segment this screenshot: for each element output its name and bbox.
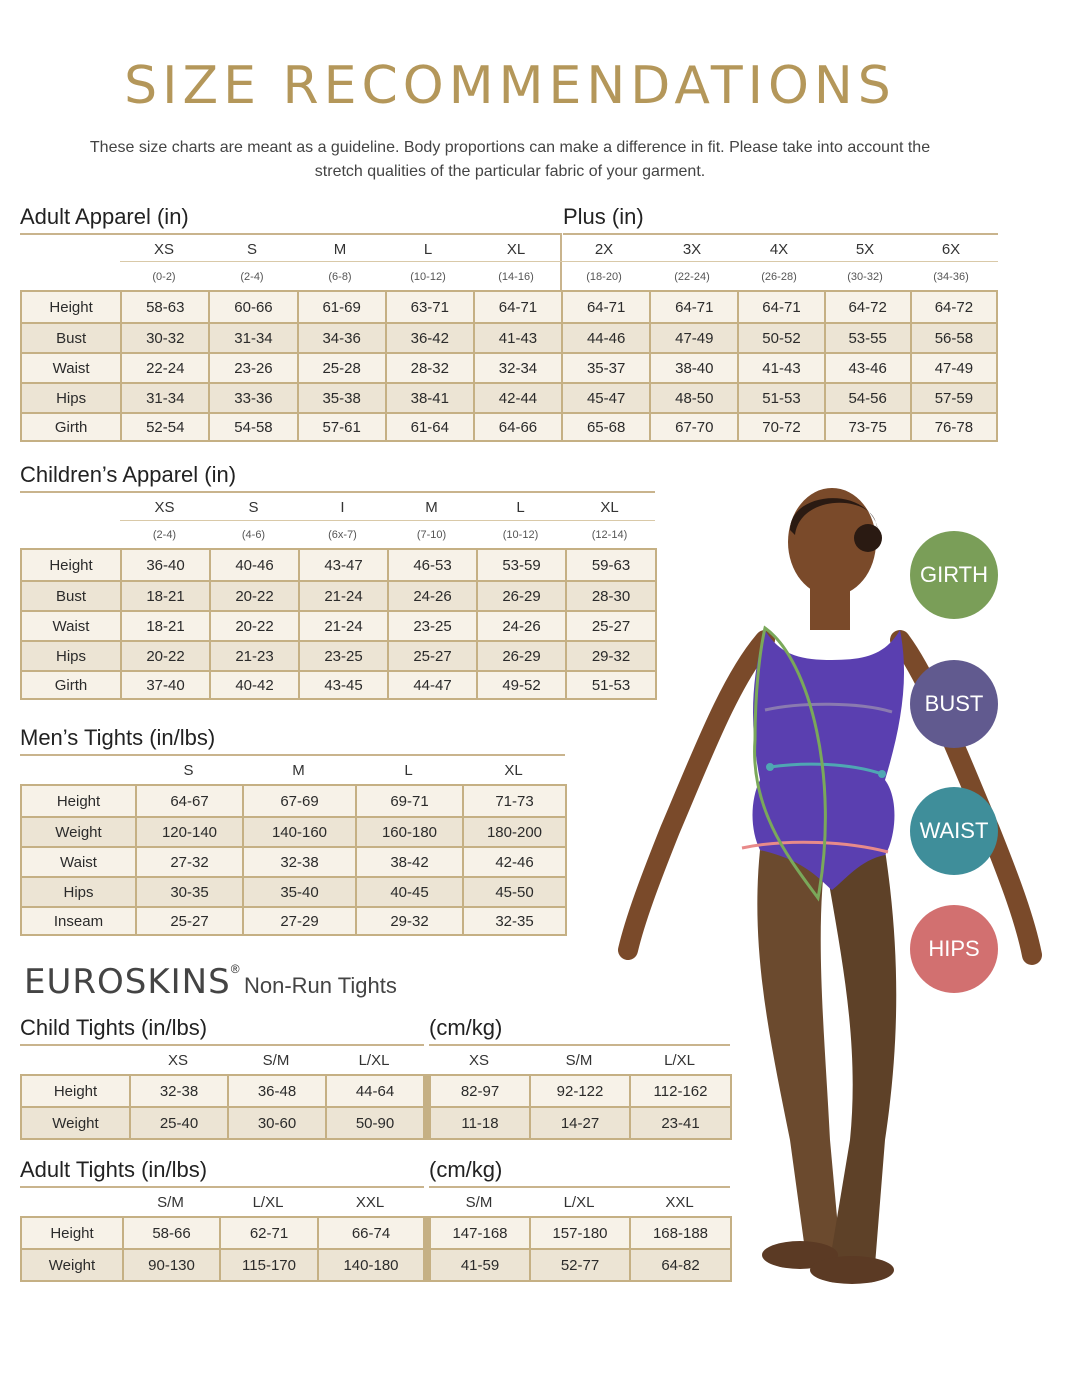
adult-tights-rule — [20, 1186, 424, 1188]
table-cell: 46-53 — [388, 549, 477, 581]
table-cell: 24-26 — [477, 611, 566, 641]
table-cell: 32-34 — [474, 353, 562, 383]
size-label: S — [246, 241, 257, 258]
table-cell: 23-25 — [388, 611, 477, 641]
children-size-header — [120, 499, 655, 516]
table-cell: 61-64 — [386, 413, 474, 441]
adult-size-header — [120, 241, 998, 258]
sub-size-label: (2-4) — [240, 271, 264, 283]
metric-cell: 82-97 — [430, 1075, 530, 1107]
table-cell: 53-55 — [825, 323, 911, 353]
size-label: I — [340, 499, 345, 516]
table-row — [21, 641, 656, 671]
size-label: 3X — [682, 241, 702, 258]
table-cell: 54-58 — [209, 413, 297, 441]
table-row — [21, 907, 566, 935]
table-row — [21, 323, 997, 353]
adult-tights-title: Adult Tights (in/lbs) — [20, 1157, 208, 1182]
table-row — [21, 413, 997, 441]
metric-cell: 147-168 — [430, 1217, 530, 1249]
table-cell: 38-41 — [386, 383, 474, 413]
table-row — [21, 581, 656, 611]
size-label: 6X — [941, 241, 961, 258]
table-cell: 59-63 — [566, 549, 656, 581]
size-label: L — [423, 241, 433, 258]
table-cell: 38-40 — [650, 353, 738, 383]
table-cell: 70-72 — [738, 413, 824, 441]
table-cell: 35-40 — [243, 877, 356, 907]
table-cell: 60-66 — [209, 291, 297, 323]
row-label: Height — [21, 549, 121, 581]
size-label: XS — [167, 1052, 188, 1069]
table-cell: 28-30 — [566, 581, 656, 611]
metric-cell: 92-122 — [530, 1075, 630, 1107]
table-cell: 140-160 — [243, 817, 356, 847]
table-cell: 76-78 — [911, 413, 997, 441]
waist-badge: WAIST — [910, 787, 998, 875]
table-cell: 40-45 — [356, 877, 463, 907]
metric-cell: 64-82 — [630, 1249, 731, 1281]
table-cell: 64-71 — [738, 291, 824, 323]
metric-cell: 23-41 — [630, 1107, 731, 1139]
table-cell: 20-22 — [210, 611, 299, 641]
registered-mark: ® — [230, 962, 240, 976]
table-cell: 64-67 — [136, 785, 243, 817]
table-cell: 57-61 — [298, 413, 386, 441]
table-cell: 43-47 — [299, 549, 388, 581]
size-label: 4X — [769, 241, 789, 258]
table-row — [21, 817, 566, 847]
child-tights-metric-title: (cm/kg) — [429, 1015, 503, 1040]
table-cell: 33-36 — [209, 383, 297, 413]
table-cell: 64-71 — [650, 291, 738, 323]
size-label: S/M — [262, 1052, 290, 1069]
table-cell: 32-38 — [130, 1075, 228, 1107]
table-cell: 27-29 — [243, 907, 356, 935]
adult-sub-rule — [120, 261, 998, 262]
metric-cell: 11-18 — [430, 1107, 530, 1139]
table-row — [21, 383, 997, 413]
table-cell: 27-32 — [136, 847, 243, 877]
table-cell: 21-24 — [299, 611, 388, 641]
table-cell: 40-42 — [210, 671, 299, 699]
table-cell: 43-45 — [299, 671, 388, 699]
children-apparel-table — [20, 548, 657, 700]
table-cell: 64-66 — [474, 413, 562, 441]
sub-size-label: (26-28) — [761, 271, 797, 283]
table-cell: 50-52 — [738, 323, 824, 353]
row-label: Weight — [21, 817, 136, 847]
row-label: Height — [21, 1217, 123, 1249]
table-cell: 30-32 — [121, 323, 209, 353]
table-cell: 67-70 — [650, 413, 738, 441]
table-cell: 64-72 — [911, 291, 997, 323]
table-cell: 62-71 — [220, 1217, 318, 1249]
euroskins-logo: EUROSKINS — [24, 962, 231, 1002]
table-row — [21, 847, 566, 877]
metric-size-label: L/XL — [664, 1052, 695, 1069]
metric-cell: 157-180 — [530, 1217, 630, 1249]
child-tights-rule — [20, 1044, 424, 1046]
row-label: Weight — [21, 1107, 130, 1139]
table-cell: 54-56 — [825, 383, 911, 413]
bust-badge: BUST — [910, 660, 998, 748]
waist-marker — [766, 763, 774, 771]
table-cell: 47-49 — [650, 323, 738, 353]
table-cell: 120-140 — [136, 817, 243, 847]
table-cell: 42-46 — [463, 847, 566, 877]
size-label: S — [183, 762, 194, 779]
adult-tights-metric-title: (cm/kg) — [429, 1157, 503, 1182]
table-cell: 64-71 — [474, 291, 562, 323]
row-label: Waist — [21, 353, 121, 383]
table-cell: 23-25 — [299, 641, 388, 671]
size-label: XS — [153, 241, 174, 258]
table-cell: 43-46 — [825, 353, 911, 383]
table-cell: 22-24 — [121, 353, 209, 383]
table-cell: 51-53 — [738, 383, 824, 413]
table-cell: 32-35 — [463, 907, 566, 935]
table-cell: 65-68 — [562, 413, 650, 441]
metric-cell: 112-162 — [630, 1075, 731, 1107]
left-arm — [628, 640, 765, 950]
table-cell: 18-21 — [121, 611, 210, 641]
table-cell: 58-66 — [123, 1217, 220, 1249]
size-label: M — [333, 241, 347, 258]
table-cell: 23-26 — [209, 353, 297, 383]
table-cell: 28-32 — [386, 353, 474, 383]
table-row — [21, 611, 656, 641]
table-cell: 31-34 — [121, 383, 209, 413]
children-sub-header — [120, 529, 655, 541]
table-cell: 45-50 — [463, 877, 566, 907]
table-cell: 21-24 — [299, 581, 388, 611]
table-cell: 50-90 — [326, 1107, 424, 1139]
table-cell: 41-43 — [738, 353, 824, 383]
table-cell: 31-34 — [209, 323, 297, 353]
table-cell: 29-32 — [356, 907, 463, 935]
table-cell: 115-170 — [220, 1249, 318, 1281]
hips-badge: HIPS — [910, 905, 998, 993]
size-label: L — [404, 762, 413, 779]
sub-size-label: (6x-7) — [328, 529, 357, 541]
size-label: 2X — [594, 241, 614, 258]
table-cell: 58-63 — [121, 291, 209, 323]
sub-size-label: (14-16) — [498, 271, 534, 283]
table-cell: 30-60 — [228, 1107, 326, 1139]
table-cell: 34-36 — [298, 323, 386, 353]
table-cell: 51-53 — [566, 671, 656, 699]
sub-size-label: (10-12) — [502, 529, 539, 541]
metric-cell: 14-27 — [530, 1107, 630, 1139]
table-cell: 25-27 — [566, 611, 656, 641]
size-label: L/XL — [252, 1194, 284, 1211]
metric-size-label: S/M — [465, 1194, 493, 1211]
plus-title: Plus (in) — [563, 204, 644, 229]
hair-bun — [854, 524, 882, 552]
table-cell: 24-26 — [388, 581, 477, 611]
table-cell: 71-73 — [463, 785, 566, 817]
row-label: Waist — [21, 611, 121, 641]
sub-size-label: (7-10) — [416, 529, 447, 541]
child-tights-title: Child Tights (in/lbs) — [20, 1015, 208, 1040]
sub-size-label: (30-32) — [847, 271, 883, 283]
table-cell: 25-27 — [136, 907, 243, 935]
table-cell: 67-69 — [243, 785, 356, 817]
size-label: M — [425, 499, 438, 516]
table-cell: 18-21 — [121, 581, 210, 611]
table-row — [21, 785, 566, 817]
metric-size-label: XS — [468, 1052, 489, 1069]
table-cell: 21-23 — [210, 641, 299, 671]
metric-cell: 168-188 — [630, 1217, 731, 1249]
girth-badge: GIRTH — [910, 531, 998, 619]
metric-size-label: XXL — [665, 1194, 694, 1211]
row-label: Hips — [21, 877, 136, 907]
table-cell: 64-71 — [562, 291, 650, 323]
table-cell: 63-71 — [386, 291, 474, 323]
sub-size-label: (22-24) — [674, 271, 710, 283]
row-label: Weight — [21, 1249, 123, 1281]
size-label: XL — [600, 499, 619, 516]
table-cell: 49-52 — [477, 671, 566, 699]
table-cell: 25-40 — [130, 1107, 228, 1139]
row-label: Height — [21, 291, 121, 323]
row-label: Height — [21, 785, 136, 817]
adult-sub-header — [120, 271, 998, 283]
row-label: Girth — [21, 413, 121, 441]
metric-cell: 41-59 — [430, 1249, 530, 1281]
size-label: S — [248, 499, 259, 516]
table-cell: 180-200 — [463, 817, 566, 847]
adult-apparel-table — [20, 290, 998, 442]
table-row — [21, 549, 656, 581]
size-label: XL — [504, 762, 523, 779]
sub-size-label: (34-36) — [933, 271, 969, 283]
size-label: XXL — [355, 1194, 385, 1211]
metric-cell: 52-77 — [530, 1249, 630, 1281]
size-label: L/XL — [358, 1052, 390, 1069]
table-cell: 29-32 — [566, 641, 656, 671]
table-cell: 48-50 — [650, 383, 738, 413]
row-label: Bust — [21, 581, 121, 611]
table-cell: 25-28 — [298, 353, 386, 383]
table-cell: 57-59 — [911, 383, 997, 413]
table-cell: 45-47 — [562, 383, 650, 413]
table-cell: 160-180 — [356, 817, 463, 847]
left-leg — [757, 850, 840, 1250]
mens-rule — [20, 754, 565, 756]
sub-size-label: (4-6) — [241, 529, 266, 541]
table-cell: 64-72 — [825, 291, 911, 323]
table-cell: 32-38 — [243, 847, 356, 877]
row-label: Waist — [21, 847, 136, 877]
table-cell: 42-44 — [474, 383, 562, 413]
mens-tights-title: Men’s Tights (in/lbs) — [20, 725, 216, 750]
table-cell: 73-75 — [825, 413, 911, 441]
table-cell: 26-29 — [477, 641, 566, 671]
table-cell: 41-43 — [474, 323, 562, 353]
table-cell: 44-64 — [326, 1075, 424, 1107]
table-cell: 36-40 — [121, 549, 210, 581]
row-label: Bust — [21, 323, 121, 353]
table-cell: 53-59 — [477, 549, 566, 581]
plus-rule — [563, 233, 998, 235]
table-cell: 36-42 — [386, 323, 474, 353]
metric-size-label: S/M — [565, 1052, 593, 1069]
table-cell: 25-27 — [388, 641, 477, 671]
table-cell: 52-54 — [121, 413, 209, 441]
table-cell: 40-46 — [210, 549, 299, 581]
table-cell: 20-22 — [121, 641, 210, 671]
table-row — [21, 877, 566, 907]
table-cell: 61-69 — [298, 291, 386, 323]
waist-marker — [878, 770, 886, 778]
table-cell: 90-130 — [123, 1249, 220, 1281]
size-label: 5X — [855, 241, 875, 258]
intro-text: These size charts are meant as a guideline. Body proportions can make a difference in fit. Please take into account the stretch qualities of the particular fabric of your garment. — [89, 139, 931, 180]
size-label: XL — [506, 241, 526, 258]
table-cell: 56-58 — [911, 323, 997, 353]
sub-size-label: (12-14) — [591, 529, 628, 541]
table-cell: 37-40 — [121, 671, 210, 699]
sub-size-label: (18-20) — [586, 271, 622, 283]
row-label: Girth — [21, 671, 121, 699]
table-cell: 44-47 — [388, 671, 477, 699]
table-cell: 38-42 — [356, 847, 463, 877]
children-apparel-title: Children’s Apparel (in) — [20, 462, 237, 487]
children-sub-rule — [120, 520, 655, 521]
table-cell: 20-22 — [210, 581, 299, 611]
sub-size-label: (0-2) — [152, 271, 176, 283]
adult-rule — [20, 233, 560, 235]
sub-size-label: (2-4) — [152, 529, 177, 541]
table-cell: 36-48 — [228, 1075, 326, 1107]
sub-size-label: (10-12) — [410, 271, 446, 283]
table-cell: 47-49 — [911, 353, 997, 383]
size-label: XS — [154, 499, 175, 516]
adult-apparel-title: Adult Apparel (in) — [20, 204, 189, 229]
table-cell: 66-74 — [318, 1217, 424, 1249]
table-cell: 69-71 — [356, 785, 463, 817]
size-label: S/M — [157, 1194, 184, 1211]
row-label: Hips — [21, 383, 121, 413]
table-cell: 35-37 — [562, 353, 650, 383]
right-shoe — [810, 1256, 894, 1284]
mens-tights-table — [20, 784, 567, 936]
euroskins-heading — [24, 962, 397, 1002]
euroskins-subtitle: Non-Run Tights — [243, 973, 397, 998]
row-label: Height — [21, 1075, 130, 1107]
table-cell: 140-180 — [318, 1249, 424, 1281]
row-label: Hips — [21, 641, 121, 671]
table-cell: 35-38 — [298, 383, 386, 413]
size-label: L — [516, 499, 525, 516]
table-cell: 44-46 — [562, 323, 650, 353]
table-row — [21, 291, 997, 323]
row-label: Inseam — [21, 907, 136, 935]
table-cell: 30-35 — [136, 877, 243, 907]
mens-size-header — [135, 762, 565, 779]
metric-size-label: L/XL — [563, 1194, 595, 1211]
page-title: SIZE RECOMMENDATIONS — [124, 56, 896, 116]
table-row — [21, 353, 997, 383]
table-row — [21, 671, 656, 699]
children-rule — [20, 491, 655, 493]
sub-size-label: (6-8) — [328, 271, 352, 283]
size-label: M — [292, 762, 305, 779]
table-cell: 26-29 — [477, 581, 566, 611]
